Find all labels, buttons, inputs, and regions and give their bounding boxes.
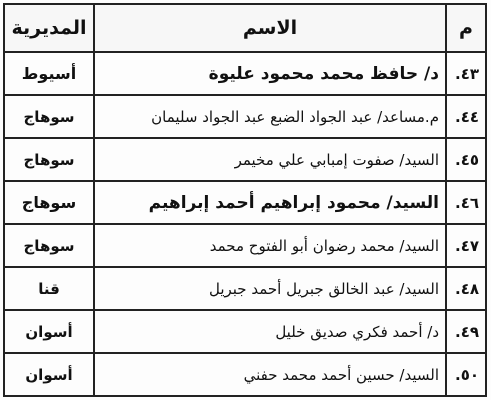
row-directorate: سوهاج	[4, 224, 94, 267]
table-row	[4, 353, 486, 396]
table-row	[4, 224, 486, 267]
table-row	[4, 267, 486, 310]
row-name: السيد/ صفوت إمبابي علي مخيمر	[94, 138, 446, 181]
row-name: السيد/ حسين أحمد محمد حفني	[94, 353, 446, 396]
row-directorate: قنا	[4, 267, 94, 310]
row-number: ٤٤.	[446, 95, 486, 138]
row-number: ٤٣.	[446, 52, 486, 95]
row-directorate: سوهاج	[4, 138, 94, 181]
row-directorate: أسوان	[4, 353, 94, 396]
row-directorate: سوهاج	[4, 181, 94, 224]
number-column-header: م	[446, 4, 486, 52]
table-row	[4, 181, 486, 224]
row-number: ٤٨.	[446, 267, 486, 310]
table-row	[4, 138, 486, 181]
table-row	[4, 52, 486, 95]
row-name: السيد/ عبد الخالق جبريل أحمد جبريل	[94, 267, 446, 310]
row-name: د/ أحمد فكري صديق خليل	[94, 310, 446, 353]
table-row	[4, 95, 486, 138]
row-directorate: سوهاج	[4, 95, 94, 138]
row-number: ٤٦.	[446, 181, 486, 224]
table-row	[4, 310, 486, 353]
names-table	[3, 3, 487, 397]
directorate-column-header: المديرية	[4, 4, 94, 52]
row-name: م.مساعد/ عبد الجواد الضبع عبد الجواد سليمان	[94, 95, 446, 138]
row-name: السيد/ محمود إبراهيم أحمد إبراهيم	[94, 181, 446, 224]
row-number: ٤٥.	[446, 138, 486, 181]
row-number: ٤٧.	[446, 224, 486, 267]
row-directorate: أسوان	[4, 310, 94, 353]
name-column-header: الاسم	[94, 4, 446, 52]
row-directorate: أسيوط	[4, 52, 94, 95]
row-number: ٥٠.	[446, 353, 486, 396]
row-name: د/ حافظ محمد محمود عليوة	[94, 52, 446, 95]
row-name: السيد/ محمد رضوان أبو الفتوح محمد	[94, 224, 446, 267]
row-number: ٤٩.	[446, 310, 486, 353]
header-row	[4, 4, 486, 52]
